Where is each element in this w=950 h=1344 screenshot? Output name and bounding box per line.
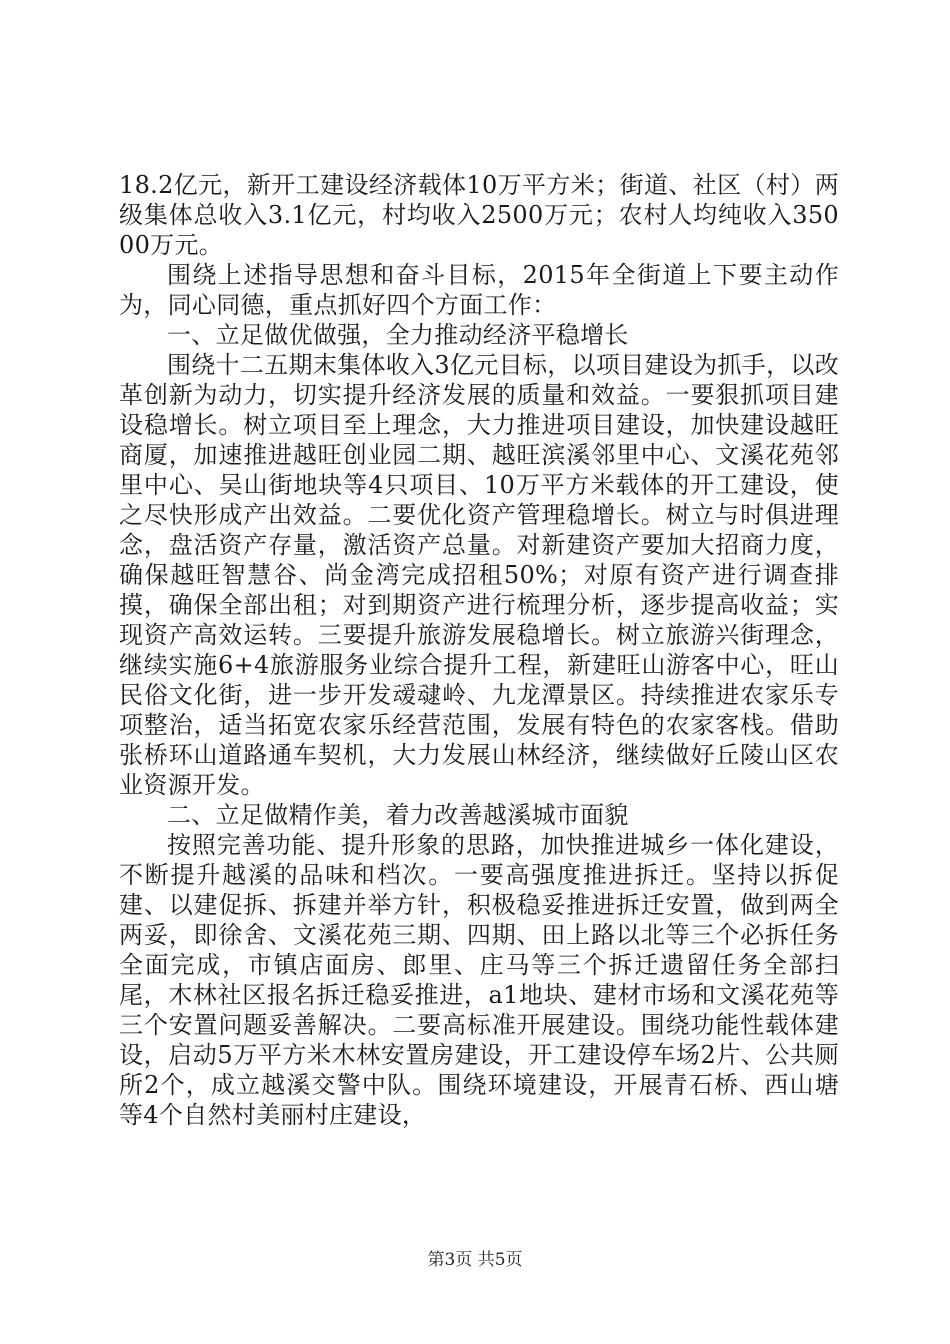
- page-number-footer: 第3页 共5页: [427, 1250, 523, 1270]
- paragraph-intro: 围绕上述指导思想和奋斗目标，2015年全街道上下要主动作为，同心同德，重点抓好四个方面工作：: [119, 261, 839, 319]
- section-heading-2: 二、立足做精作美，着力改善越溪城市面貌: [167, 801, 629, 829]
- paragraph-section-1: 围绕十二五期末集体收入3亿元目标，以项目建设为抓手，以改革创新为动力，切实提升经济发展的质量和效益。一要狠抓项目建设稳增长。树立项目至上理念，大力推进项目建设，加快建设越旺商厦，加速推进越旺创业园二期、越旺滨溪邻里中心、文溪花苑邻里中心、吴山街地块等4只项目、10万平方米载体的开工建设，使之尽快形成产出效益。二要优化资产管理稳增长。树立与时俱进理念，盘活资产存量，激活资产总量。对新建资产要加大招商力度，确保越旺智慧谷、尚金湾完成招租50%；对原有资产进行调查排摸，确保全部出租；对到期资产进行梳理分析，逐步提高收益；实现资产高效运转。三要提升旅游发展稳增长。树立旅游兴街理念，继续实施6+4旅游服务业综合提升工程，新建旺山游客中心，旺山民俗文化街，进一步开发叆叇岭、九龙潭景区。持续推进农家乐专项整治，适当拓宽农家乐经营范围，发展有特色的农家客栈。借助张桥环山道路通车契机，大力发展山林经济，继续做好丘陵山区农业资源开发。: [119, 351, 839, 799]
- paragraph-section-2: 按照完善功能、提升形象的思路，加快推进城乡一体化建设，不断提升越溪的品味和档次。一要高强度推进拆迁。坚持以拆促建、以建促拆、拆建并举方针，积极稳妥推进拆迁安置，做到两全两妥，即徐舍、文溪花苑三期、四期、田上路以北等三个必拆任务全面完成，市镇店面房、郎里、庄马等三个拆迁遗留任务全部扫尾，木林社区报名拆迁稳妥推进，a1地块、建材市场和文溪花苑等三个安置问题妥善解决。二要高标准开展建设。围绕功能性载体建设，启动5万平方米木林安置房建设，开工建设停车场2片、公共厕所2个，成立越溪交警中队。围绕环境建设，开展青石桥、西山塘等4个自然村美丽村庄建设，: [119, 831, 839, 1129]
- paragraph-continuation: 18.2亿元，新开工建设经济载体10万平方米；街道、社区（村）两级集体总收入3.1亿元，村均收入2500万元；农村人均纯收入35000万元。: [119, 171, 839, 259]
- document-body: [119, 170, 839, 1130]
- section-heading-1: 一、立足做优做强，全力推动经济平稳增长: [167, 321, 629, 349]
